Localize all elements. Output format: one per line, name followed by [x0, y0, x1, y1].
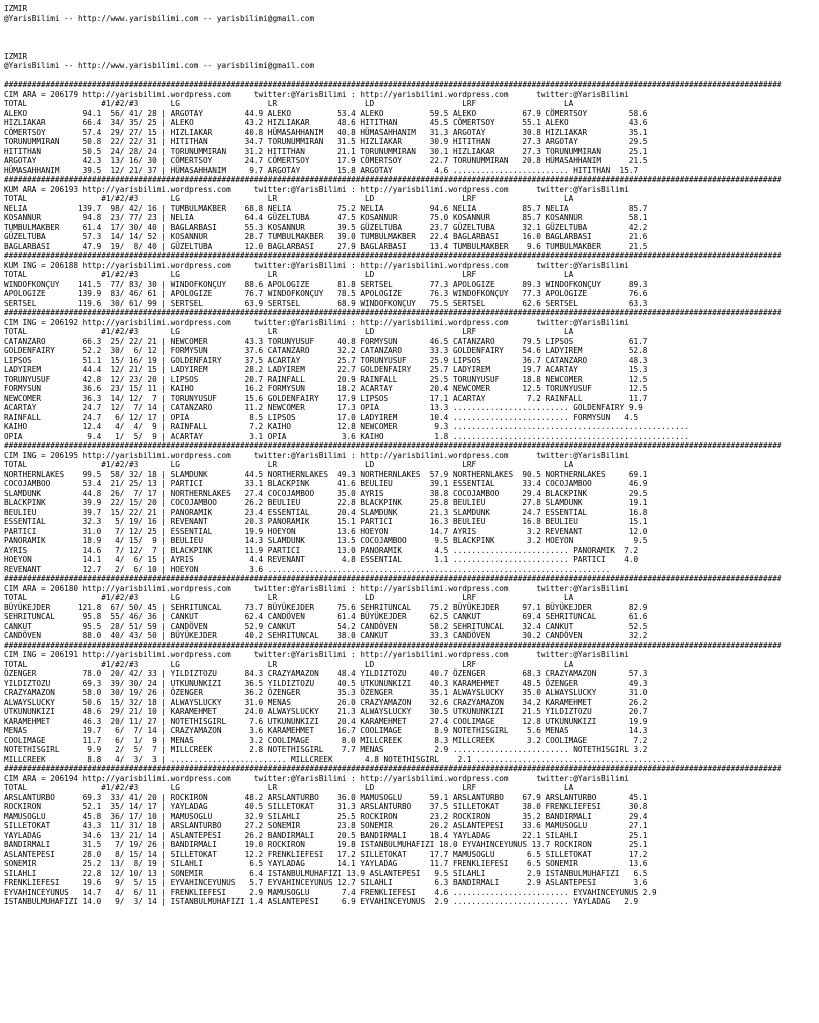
report-line: NELIA 139.7 98/ 42/ 16 | TUMBULMAKBER 68.8 NELIA 75.2 NELIA 94.6 NELIA 85.7 NELIA 85.7 — [4, 203, 648, 213]
report-line: ESSENTIAL 32.3 5/ 19/ 16 | REVENANT 20.3 PANORAMIK 15.1 PARTICI 16.3 BEULIEU 16.8 BEULIEU 15.1 — [4, 517, 648, 526]
report-line: REVENANT 12.7 2/ 6/ 10 | HOEYON 3.6 .......................................................................... — [4, 564, 611, 574]
report-line: CANKUT 95.5 28/ 51/ 59 | CANDÖVEN 52.9 CANKUT 54.2 CANDÖVEN 58.2 SEHRITUNCAL 32.4 CANKUT 52.5 — [4, 621, 648, 631]
report-line: SERTSEL 119.6 30/ 61/ 99 | SERTSEL 63.9 SERTSEL 68.9 WINDOFKONÇUY 75.5 SERTSEL 62.6 SERTSEL 63.3 — [4, 298, 648, 308]
report-line: BEULIEU 39.7 15/ 22/ 21 | PANORAMIK 23.4 ESSENTIAL 20.4 SLAMDUNK 21.3 SLAMDUNK 24.7 ESSENTIAL 16.8 — [4, 507, 648, 517]
report-line: SILLETOKAT 43.3 11/ 31/ 18 | ARSLANTURBO 27.2 SONEMIR 23.8 SONEMIR 20.2 ASLANTEPESI 33.6 MAMUSOGLU 27.1 — [4, 821, 648, 830]
report-line: HITITHAN 50.5 24/ 28/ 24 | TORUNUMMIRAN 31.2 HITITHAN 21.1 TORUNUMMIRAN 30.1 HIZLIAKAR 27.3 TORUNUMMIRAN 25.1 — [4, 146, 648, 156]
report-line: MILLCREEK 8.8 4/ 3/ 3 | ......................... MILLCREEK 4.8 NOTETHISGIRL 2.1 ........................................... — [4, 754, 676, 764]
report-line: KARAMEHMET 46.3 20/ 11/ 27 | NOTETHISGIRL 7.6 UTKUNUNKIZI 20.4 KARAMEHMET 27.4 COOLIMAGE 12.8 UTKUNUNKIZI 19.9 — [4, 716, 648, 726]
report-line: NORTHERNLAKES 99.5 58/ 32/ 18 | SLAMDUNK 44.5 NORTHERNLAKES 49.3 NORTHERNLAKES 57.9 NORTHERNLAKES 90.5 NORTHERNLAKES 69.1 — [4, 469, 648, 479]
report-line: UTKUNUNKIZI 48.6 29/ 21/ 10 | KARAMEHMET 24.0 ALWAYSLUCKY 21.3 ALWAYSLUCKY 30.5 UTKUNUNKIZI 21.5 YILDIZTOZU 20.7 — [4, 707, 648, 716]
report-line: CÖMERTSOY 57.4 29/ 27/ 15 | HIZLIAKAR 40.8 HÜMASAHHANIM 40.8 HÜMASAHHANIM 31.3 ARGOTAY 30.8 HIZLIAKAR 35.1 — [4, 127, 648, 137]
report-line: IZMIR — [4, 51, 28, 61]
report-line: EYVAHINCEYUNUS 14.7 4/ 6/ 11 | FRENKLIEFESI 2.9 MAMUSOGLU 7.4 FRENKLIEFESI 4.6 ......................... EYVAHINCEYUNUS 2.9 — [4, 887, 657, 897]
report-line: KAIHO 12.4 4/ 4/ 9 | RAINFALL 7.2 KAIHO 12.8 NEWCOMER 9.3 ................................................... — [4, 422, 689, 431]
report-line: TUMBULMAKBER 61.4 17/ 30/ 40 | BAGLARBASI 55.3 KOSANNUR 39.5 GÜZELTUBA 23.7 GÜZELTUBA 32.1 GÜZELTUBA 42.2 — [4, 222, 648, 232]
report-line: CANDÖVEN 88.0 40/ 43/ 50 | BÜYÜKEJDER 40.2 SEHRITUNCAL 38.0 CANKUT 33.3 CANDÖVEN 30.2 CANDÖVEN 32.2 — [4, 631, 648, 640]
report-line: CIM ING = 206191 http://yarisbilimi.wordpress.com twitter:@YarisBilimi : http://yarisbilimi.wordpress.com twitter:@YarisBilimi — [4, 650, 629, 659]
report-line: ALEKO 94.1 56/ 41/ 28 | ARGOTAY 44.9 ALEKO 53.4 ALEKO 59.5 ALEKO 67.9 CÖMERTSOY 58.6 — [4, 108, 648, 118]
report-line: CIM ARA = 206179 http://yarisbilimi.wordpress.com twitter:@YarisBilimi : http://yarisbilimi.wordpress.com twitter:@YarisBilimi — [4, 89, 629, 99]
report-line: ALWAYSLUCKY 50.6 15/ 32/ 18 | ALWAYSLUCKY 31.0 MENAS 26.0 CRAZYAMAZON 32.6 CRAZYAMAZON 34.2 KARAMEHMET 26.2 — [4, 697, 648, 707]
report-line: ISTANBULMUHAFIZI 14.0 9/ 3/ 14 | ISTANBULMUHAFIZI 1.4 ASLANTEPESI 6.9 EYVAHINCEYUNUS 2.9 ......................... YAYLADAG 2.9 — [4, 897, 639, 906]
report-line: BLACKPINK 39.9 22/ 15/ 20 | COCOJAMBOO 26.2 BEULIEU 22.8 BLACKPINK 25.8 BEULIEU 27.8 SLAMDUNK 19.1 — [4, 498, 648, 507]
report-line: ######################################################################################################################################################################## — [4, 640, 782, 650]
report-line: TORUNUMMIRAN 50.8 22/ 22/ 31 | HITITHAN 34.7 TORUNUMMIRAN 31.5 HIZLIAKAR 30.9 HITITHAN 27.3 ARGOTAY 29.5 — [4, 137, 648, 146]
report-line: FORMYSUN 36.6 23/ 15/ 11 | KAIHO 16.2 FORMYSUN 18.2 ACARTAY 20.4 NEWCOMER 12.5 TORUNYUSUF 12.5 — [4, 384, 648, 393]
report-line: TOTAL #1/#2/#3 LG LR LD LRF LA — [4, 194, 574, 203]
report-line: SEHRITUNCAL 95.8 55/ 46/ 36 | CANKUT 62.4 CANDÖVEN 61.4 BÜYÜKEJDER 62.5 CANKUT 69.4 SEHRITUNCAL 61.6 — [4, 612, 648, 621]
report-line: ######################################################################################################################################################################## — [4, 251, 782, 260]
report-line: TOTAL #1/#2/#3 LG LR LD LRF LA — [4, 460, 574, 469]
report-line: CRAZYAMAZON 58.0 30/ 19/ 26 | ÖZENGER 36.2 ÖZENGER 35.3 ÖZENGER 35.1 ALWAYSLUCKY 35.0 ALWAYSLUCKY 31.0 — [4, 688, 648, 697]
report-line: ASLANTEPESI 28.0 8/ 15/ 14 | SILLETOKAT 12.2 FRENKLIEFESI 17.2 SILLETOKAT 17.7 MAMUSOGLU 6.5 SILLETOKAT 17.2 — [4, 849, 648, 859]
report-line: MENAS 19.7 6/ 7/ 14 | CRAZYAMAZON 3.6 KARAMEHMET 16.7 COOLIMAGE 8.9 NOTETHISGIRL 5.6 MENAS 14.3 — [4, 726, 648, 735]
report-line: COCOJAMBOO 53.4 21/ 25/ 13 | PARTICI 33.1 BLACKPINK 41.6 BEULIEU 39.1 ESSENTIAL 33.4 COCOJAMBOO 46.9 — [4, 479, 648, 488]
report-line: COOLIMAGE 11.7 6/ 1/ 9 | MENAS 3.2 COOLIMAGE 8.0 MILLCREEK 8.3 MILLCREEK 3.2 COOLIMAGE 7.2 — [4, 735, 648, 745]
report-line — [4, 71, 819, 81]
report-line: TORUNYUSUF 42.8 12/ 23/ 20 | LIPSOS 20.7 RAINFALL 20.9 RAINFALL 25.5 TORUNYUSUF 18.8 NEWCOMER 12.5 — [4, 374, 648, 384]
report-line: BAGLARBASI 47.9 19/ 8/ 40 | GÜZELTUBA 12.0 BAGLARBASI 27.9 BAGLARBASI 13.4 TUMBULMAKBER 9.6 TUMBULMAKBER 21.5 — [4, 241, 648, 251]
report-line: YILDIZTOZU 69.3 39/ 30/ 24 | UTKUNUNKIZI 36.5 YILDIZTOZU 40.5 UTKUNUNKIZI 40.3 KARAMEHMET 48.5 ÖZENGER 49.3 — [4, 678, 648, 688]
report-line: YAYLADAG 34.6 13/ 21/ 14 | ASLANTEPESI 26.2 BANDIRMALI 20.5 BANDIRMALI 18.4 YAYLADAG 22.1 SILAHLI 25.1 — [4, 830, 648, 840]
report-line: BANDIRMALI 31.5 7/ 19/ 26 | BANDIRMALI 19.0 ROCKIRON 19.8 ISTANBULMUHAFIZI 18.0 EYVAHINCEYUNUS 13.7 ROCKIRON 25.1 — [4, 840, 648, 849]
report-line: ######################################################################################################################################################################## — [4, 764, 782, 773]
report-line: GOLDENFAIRY 52.2 30/ 6/ 12 | FORMYSUN 37.6 CATANZARO 32.2 CATANZARO 33.3 GOLDENFAIRY 54.6 LADYIREM 52.8 — [4, 346, 648, 355]
report-line: CATANZARO 66.3 25/ 22/ 21 | NEWCOMER 43.3 TORUNYUSUF 40.8 FORMYSUN 46.5 CATANZARO 79.5 LIPSOS 61.7 — [4, 336, 648, 346]
report-line: ÖZENGER 78.0 20/ 42/ 33 | YILDIZTOZU 84.3 CRAZYAMAZON 48.4 YILDIZTOZU 40.7 ÖZENGER 68.3 CRAZYAMAZON 57.3 — [4, 669, 648, 678]
report-line: SONEMIR 25.2 13/ 8/ 19 | SILAHLI 6.5 YAYLADAG 14.1 YAYLADAG 11.7 FRENKLIEFESI 6.5 SONEMIR 13.6 — [4, 859, 648, 868]
report-line — [4, 23, 819, 33]
report-line: ROCKIRON 52.1 35/ 14/ 17 | YAYLADAG 40.5 SILLETOKAT 31.3 ARSLANTURBO 37.5 SILLETOKAT 38.0 FRENKLIEFESI 30.8 — [4, 802, 648, 811]
report-line: NEWCOMER 36.3 14/ 12/ 7 | TORUNYUSUF 15.6 GOLDENFAIRY 17.9 LIPSOS 17.1 ACARTAY 7.2 RAINFALL 11.7 — [4, 393, 648, 403]
report-line: HÜMASAHHANIM 39.5 12/ 21/ 37 | HÜMASAHHANIM 9.7 ARGOTAY 15.8 ARGOTAY 4.6 ......................... HITITHAN 15.7 — [4, 165, 639, 175]
report-line: PANORAMIK 18.9 4/ 15/ 9 | BEULIEU 14.3 SLAMDUNK 13.5 COCOJAMBOO 9.5 BLACKPINK 3.2 HOEYON 9.5 — [4, 536, 648, 545]
report-line: ######################################################################################################################################################################## — [4, 441, 782, 450]
report-line: ACARTAY 24.7 12/ 7/ 14 | CATANZARO 11.2 NEWCOMER 17.3 OPIA 13.3 ......................... GOLDENFAIRY 9.9 — [4, 403, 643, 412]
report-line: TOTAL #1/#2/#3 LG LR LD LRF LA — [4, 327, 574, 336]
report-line — [4, 33, 819, 43]
report-line: @YarisBilimi -- http://www.yarisbilimi.com -- yarisbilimi@gmail.com — [4, 13, 315, 23]
report-line: BÜYÜKEJDER 121.8 67/ 50/ 45 | SEHRITUNCAL 73.7 BÜYÜKEJDER 75.6 SEHRITUNCAL 75.2 BÜYÜKEJDER 97.1 BÜYÜKEJDER 82.9 — [4, 602, 648, 612]
report-line: APOLOGIZE 139.9 83/ 46/ 61 | APOLOGIZE 76.7 WINDOFKONÇUY 78.5 APOLOGIZE 76.3 WINDOFKONÇUY 77.3 APOLOGIZE 76.6 — [4, 289, 648, 298]
report-line: CIM ING = 206192 http://yarisbilimi.wordpress.com twitter:@YarisBilimi : http://yarisbilimi.wordpress.com twitter:@YarisBilimi — [4, 317, 629, 327]
report-line — [4, 42, 819, 52]
report-line: TOTAL #1/#2/#3 LG LR LD LRF LA — [4, 783, 574, 792]
report-line: CIM ARA = 206194 http://yarisbilimi.wordpress.com twitter:@YarisBilimi : http://yarisbilimi.wordpress.com twitter:@YarisBilimi — [4, 773, 629, 783]
report-line: SLAMDUNK 44.8 26/ 7/ 17 | NORTHERNLAKES 27.4 COCOJAMBOO 35.0 AYRIS 38.8 COCOJAMBOO 29.4 BLACKPINK 29.5 — [4, 488, 648, 498]
report-line: ######################################################################################################################################################################## — [4, 308, 782, 317]
report-line: FRENKLIEFESI 19.6 9/ 5/ 15 | EYVAHINCEYUNUS 5.7 EYVAHINCEYUNUS 12.7 SILAHLI 6.3 BANDIRMALI 2.9 ASLANTEPESI 3.6 — [4, 878, 648, 887]
report-line: TOTAL #1/#2/#3 LG LR LD LRF LA — [4, 270, 574, 279]
report-line: HOEYON 14.1 4/ 6/ 15 | AYRIS 4.4 REVENANT 4.8 ESSENTIAL 1.1 ......................... PARTICI 4.0 — [4, 555, 639, 564]
report-line: OPIA 9.4 1/ 5/ 9 | ACARTAY 3.1 OPIA 3.6 KAIHO 1.8 ................................................... — [4, 431, 689, 441]
report-line: ARGOTAY 42.3 13/ 16/ 30 | CÖMERTSOY 24.7 CÖMERTSOY 17.9 CÖMERTSOY 22.7 TORUNUMMIRAN 20.8 HÜMASAHHANIM 21.5 — [4, 156, 648, 165]
report-line: GÜZELTUBA 57.3 14/ 14/ 52 | KOSANNUR 28.7 TUMBULMAKBER 39.0 TUMBULMAKBER 22.4 BAGLARBASI 16.0 BAGLARBASI 21.6 — [4, 232, 648, 241]
report-line: ######################################################################################################################################################################## — [4, 80, 782, 89]
report-line: HIZLIAKAR 66.4 34/ 35/ 25 | ALEKO 43.2 HIZLIAKAR 48.6 HITITHAN 45.5 CÖMERTSOY 55.1 ALEKO 43.6 — [4, 118, 648, 127]
report-line: TOTAL #1/#2/#3 LG LR LD LRF LA — [4, 593, 574, 602]
report-line: PARTICI 31.0 7/ 12/ 25 | ESSENTIAL 19.9 HOEYON 13.6 HOEYON 14.7 AYRIS 3.2 REVENANT 12.0 — [4, 526, 648, 536]
report-line: AYRIS 14.6 7/ 12/ 7 | BLACKPINK 11.9 PARTICI 13.0 PANORAMIK 4.5 ......................... PANORAMIK 7.2 — [4, 545, 639, 555]
report-line: CIM ARA = 206180 http://yarisbilimi.wordpress.com twitter:@YarisBilimi : http://yarisbilimi.wordpress.com twitter:@YarisBilimi — [4, 583, 629, 593]
report-line: @YarisBilimi -- http://www.yarisbilimi.com -- yarisbilimi@gmail.com — [4, 61, 315, 70]
report-line: CIM ING = 206195 http://yarisbilimi.wordpress.com twitter:@YarisBilimi : http://yarisbilimi.wordpress.com twitter:@YarisBilimi — [4, 450, 629, 460]
report-line: MAMUSOGLU 45.8 36/ 17/ 10 | MAMUSOGLU 32.9 SILAHLI 25.5 ROCKIRON 23.2 ROCKIRON 35.2 BANDIRMALI 29.4 — [4, 811, 648, 821]
report-line: KUM ARA = 206193 http://yarisbilimi.wordpress.com twitter:@YarisBilimi : http://yarisbilimi.wordpress.com twitter:@YarisBilimi — [4, 184, 629, 194]
report-line: IZMIR — [4, 4, 28, 13]
report-line: TOTAL #1/#2/#3 LG LR LD LRF LA — [4, 99, 574, 108]
report-line: KOSANNUR 94.8 23/ 77/ 23 | NELIA 64.4 GÜZELTUBA 47.5 KOSANNUR 75.0 KOSANNUR 85.7 KOSANNUR 58.1 — [4, 213, 648, 222]
report-line: LADYIREM 44.4 12/ 21/ 15 | LADYIREM 28.2 LADYIREM 22.7 GOLDENFAIRY 25.7 LADYIREM 19.7 ACARTAY 15.3 — [4, 365, 648, 374]
report-line: ######################################################################################################################################################################## — [4, 175, 782, 184]
report-line: SILAHLI 22.8 12/ 10/ 13 | SONEMIR 6.4 ISTANBULMUHAFIZI 13.9 ASLANTEPESI 9.5 SILAHLI 2.9 ISTANBULMUHAFIZI 6.5 — [4, 868, 648, 878]
report-line: LIPSOS 51.1 15/ 16/ 19 | GOLDENFAIRY 37.5 ACARTAY 25.7 TORUNYUSUF 25.9 LIPSOS 36.7 CATANZARO 48.3 — [4, 355, 648, 365]
report-line: WINDOFKONÇUY 141.5 77/ 83/ 30 | WINDOFKONÇUY 88.6 APOLOGIZE 81.8 SERTSEL 77.3 APOLOGIZE 89.3 WINDOFKONÇUY 89.3 — [4, 279, 648, 289]
report-line: KUM ING = 206188 http://yarisbilimi.wordpress.com twitter:@YarisBilimi : http://yarisbilimi.wordpress.com twitter:@YarisBilimi — [4, 260, 629, 270]
report-line: ARSLANTURBO 69.3 33/ 41/ 20 | ROCKIRON 48.2 ARSLANTURBO 36.0 MAMUSOGLU 59.1 ARSLANTURBO 67.9 ARSLANTURBO 45.1 — [4, 792, 648, 802]
report-line: RAINFALL 24.7 6/ 12/ 17 | OPIA 8.5 LIPSOS 17.0 LADYIREM 10.4 ......................... FORMYSUN 4.5 — [4, 412, 639, 422]
report-line: ######################################################################################################################################################################## — [4, 574, 782, 583]
report-line: TOTAL #1/#2/#3 LG LR LD LRF LA — [4, 659, 574, 669]
report-line: NOTETHISGIRL 9.9 2/ 5/ 7 | MILLCREEK 2.8 NOTETHISGIRL 7.7 MENAS 2.9 ......................... NOTETHISGIRL 3.2 — [4, 745, 648, 754]
